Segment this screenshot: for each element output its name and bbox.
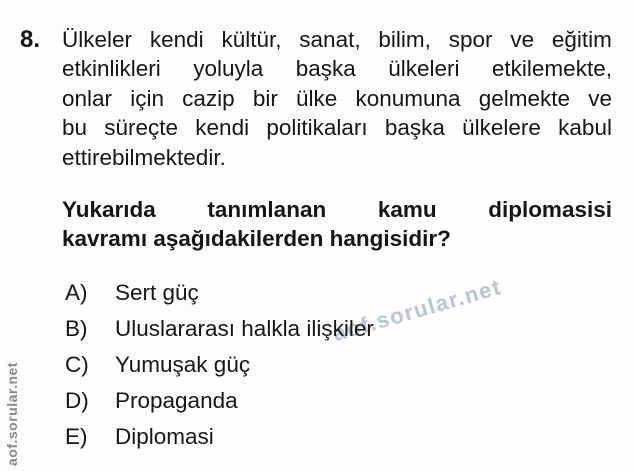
question-prompt bbox=[62, 195, 612, 254]
option-text: Sert güç bbox=[115, 280, 199, 305]
option-b[interactable] bbox=[65, 314, 605, 343]
question-prompt-line: Yukarıda tanımlanan kamu diplomasisi bbox=[62, 197, 612, 222]
option-text: Yumuşak güç bbox=[115, 352, 251, 377]
question-body bbox=[62, 25, 612, 172]
question-body-line: etkinlikleri yoluyla başka ülkeleri etkilemekte, bbox=[62, 56, 612, 82]
option-letter: D) bbox=[65, 388, 89, 413]
option-letter: C) bbox=[65, 352, 89, 377]
question-prompt-line: kavramı aşağıdakilerden hangisidir? bbox=[62, 226, 451, 252]
option-c[interactable] bbox=[65, 350, 605, 379]
question-body-line: bu süreçte kendi politikaları başka ülkelere kabul bbox=[62, 115, 612, 141]
option-e[interactable] bbox=[65, 422, 605, 451]
option-text: Diplomasi bbox=[115, 424, 214, 449]
vertical-watermark: aof.sorular.net bbox=[4, 362, 20, 466]
question-number: 8. bbox=[20, 26, 41, 53]
diagonal-watermark: aof.sorular.net bbox=[330, 274, 505, 347]
option-a[interactable] bbox=[65, 278, 605, 307]
option-d[interactable] bbox=[65, 386, 605, 415]
options-list bbox=[65, 278, 605, 458]
option-letter: B) bbox=[65, 316, 88, 341]
option-letter: E) bbox=[65, 424, 88, 449]
option-text: Uluslararası halkla ilişkiler bbox=[115, 316, 374, 341]
question-body-line: onlar için cazip bir ülke konumuna gelmekte ve bbox=[62, 85, 612, 111]
option-text: Propaganda bbox=[115, 388, 238, 413]
option-letter: A) bbox=[65, 280, 88, 305]
question-body-line: Ülkeler kendi kültür, sanat, bilim, spor ve eğitim bbox=[62, 27, 612, 52]
question-body-line: ettirebilmektedir. bbox=[62, 144, 226, 170]
